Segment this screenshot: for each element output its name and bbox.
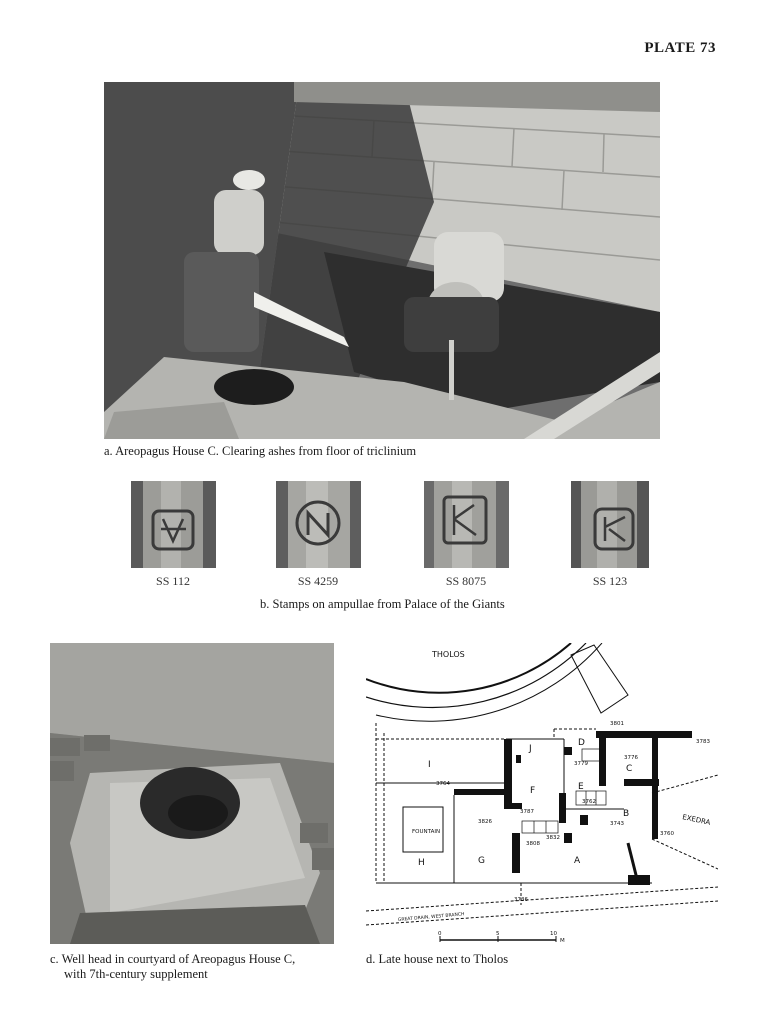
plan-elevation-label: 3736	[514, 897, 528, 903]
plan-room-label: I	[428, 760, 431, 770]
plan-room-label: G	[478, 856, 485, 866]
plan-label-fountain: FOUNTAIN	[412, 829, 441, 835]
plan-room-label: E	[578, 782, 584, 792]
figure-a-caption: a. Areopagus House C. Clearing ashes from floor of triclinium	[104, 444, 417, 458]
plan-scale-label: M	[560, 938, 565, 944]
plan-elevation-label: 3783	[696, 739, 710, 745]
plan-room-label: F	[530, 786, 536, 796]
stamp-photo-2	[276, 481, 361, 568]
plan-elevation-label: 3762	[582, 799, 596, 805]
figure-d-caption: d. Late house next to Tholos	[366, 952, 509, 966]
figure-c-photo	[50, 643, 334, 944]
plan-label-exedra: EXEDRA	[681, 813, 712, 827]
plan-room-label: H	[418, 858, 425, 868]
plan-elevation-label: 3779	[574, 761, 588, 767]
plan-elevation-label: 3801	[610, 721, 624, 727]
stamp-id: SS 123	[592, 574, 628, 588]
plan-scale-label: 10	[550, 931, 557, 937]
plan-room-label: D	[578, 738, 585, 748]
plan-room-label: A	[574, 856, 581, 866]
figure-b-caption: b. Stamps on ampullae from Palace of the Giants	[260, 597, 505, 611]
plan-scale-label: 5	[496, 931, 500, 937]
plate-label: PLATE 73	[644, 40, 716, 56]
figure-c-caption-line2: with 7th-century supplement	[64, 967, 208, 981]
plan-label-tholos: THOLOS	[432, 650, 465, 659]
plan-elevation-label: 3764	[436, 781, 450, 787]
plan-room-label: B	[623, 809, 630, 819]
stamp-id: SS 112	[156, 574, 190, 588]
plan-elevation-label: 3797	[634, 875, 648, 881]
plan-elevation-label: 3832	[546, 835, 560, 841]
stamp-id: SS 8075	[445, 574, 487, 588]
plan-elevation-label: 3760	[660, 831, 674, 837]
plan-elevation-label: 3743	[610, 821, 624, 827]
figure-a-photo	[104, 82, 660, 439]
plan-room-label: J	[529, 744, 532, 754]
plan-scale-label: 0	[438, 931, 442, 937]
stamp-photo-3	[424, 481, 509, 568]
plan-elevation-label: 3776	[624, 755, 638, 761]
figure-c-caption-line1: c. Well head in courtyard of Areopagus House C,	[50, 952, 296, 966]
plan-elevation-label: 3808	[526, 841, 540, 847]
plan-label-drain: GREAT DRAIN, WEST BRANCH	[397, 912, 465, 923]
figure-d-plan	[366, 643, 718, 944]
stamp-photo-1	[131, 481, 216, 568]
plan-room-label: C	[626, 764, 633, 774]
stamp-id: SS 4259	[297, 574, 339, 588]
plan-elevation-label: 3787	[520, 809, 534, 815]
stamp-photo-4	[571, 481, 649, 568]
plan-elevation-label: 3826	[478, 819, 492, 825]
